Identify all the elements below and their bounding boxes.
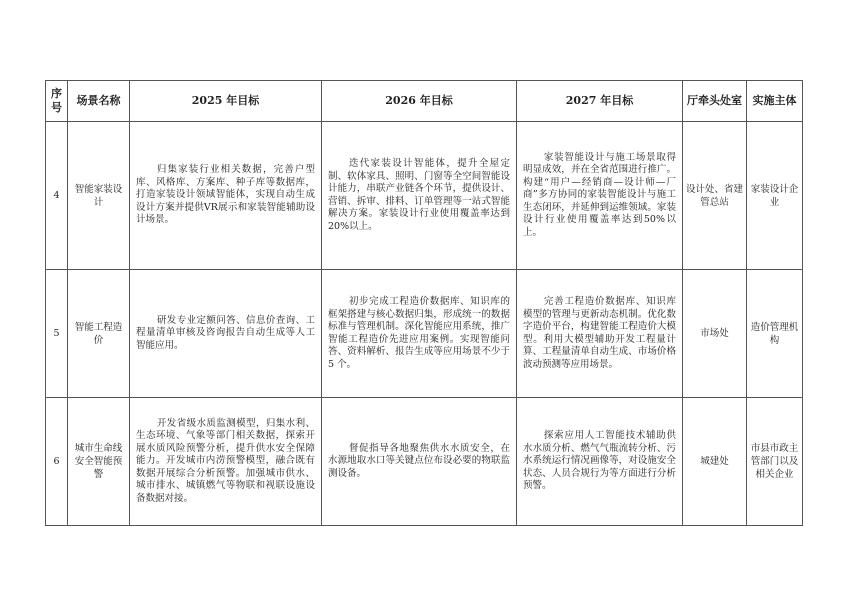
row-no: 4	[46, 122, 68, 270]
row-goal-2027: 完善工程造价数据库、知识库模型的管理与更新动态机制。优化数字造价平台，构建智能工程造价大模型。利用大模型辅助开发工程量计算、工程量清单自动生成、市场价格波动预测等应用场景。	[517, 270, 683, 398]
header-scene: 场景名称	[68, 81, 130, 122]
row-goal-2026: 迭代家装设计智能体，提升全屋定制、软体家具、照明、门窗等全空间智能设计能力，串联产业链各个环节，提供设计、营销、拆审、排料、订单管理等一站式智能解决方案。家装设计行业使用覆盖率达到 20%以上。	[322, 122, 517, 270]
row-scene: 智能家装设计	[68, 122, 130, 270]
row-entity: 市县市政主管部门以及相关企业	[747, 398, 803, 526]
header-office: 厅牵头处室	[683, 81, 747, 122]
row-office: 城建处	[683, 398, 747, 526]
row-scene: 城市生命线安全智能预警	[68, 398, 130, 526]
row-office: 设计处、省建管总站	[683, 122, 747, 270]
row-goal-2025: 开发省级水质监测模型，归集水利、生态环境、气象等部门相关数据，探索开展水质风险预警分析，提升供水安全保障能力。开发城市内涝预警模型，融合既有数据开展综合分析预警。加强城市供水、城市排水、城镇燃气等物联和视联设施设备数据对接。	[130, 398, 322, 526]
header-2026: 2026 年目标	[322, 81, 517, 122]
header-row	[46, 81, 803, 122]
header-2025: 2025 年目标	[130, 81, 322, 122]
row-entity: 造价管理机构	[747, 270, 803, 398]
row-no: 5	[46, 270, 68, 398]
row-goal-2026: 初步完成工程造价数据库、知识库的框架搭建与核心数据归集，形成统一的数据标准与管理机制。深化智能应用系统，推广智能工程造价先进应用案例。实现智能问答、资料解析、报告生成等应用场景不少于 5 个。	[322, 270, 517, 398]
row-goal-2026: 督促指导各地聚焦供水水质安全，在水源地取水口等关键点位布设必要的物联监测设备。	[322, 398, 517, 526]
header-2027: 2027 年目标	[517, 81, 683, 122]
row-office: 市场处	[683, 270, 747, 398]
row-goal-2025: 研发专业定额问答、信息价查询、工程量清单审核及咨询报告自动生成等人工智能应用。	[130, 270, 322, 398]
row-entity: 家装设计企业	[747, 122, 803, 270]
row-goal-2027: 探索应用人工智能技术辅助供水水质分析、燃气气瓶流转分析、污水系统运行情况画像等，对设施安全状态、人员合规行为等方面进行分析预警。	[517, 398, 683, 526]
row-no: 6	[46, 398, 68, 526]
row-scene: 智能工程造价	[68, 270, 130, 398]
header-no: 序号	[46, 81, 68, 122]
table-row	[46, 122, 803, 270]
table-row	[46, 270, 803, 398]
row-goal-2025: 归集家装行业相关数据，完善户型库、风格库、方案库、种子库等数据库，打造家装设计领域智能体，实现自动生成设计方案并提供VR展示和家装智能辅助设计场景。	[130, 122, 322, 270]
plan-table	[45, 80, 803, 526]
header-entity: 实施主体	[747, 81, 803, 122]
table-row	[46, 398, 803, 526]
row-goal-2027: 家装智能设计与施工场景取得明显成效，并在全省范围进行推广。构建“用户—经销商—设计师—厂商”多方协同的家装智能设计与施工生态闭环，并延伸到运维领域。家装设计行业使用覆盖率达到50%以上。	[517, 122, 683, 270]
